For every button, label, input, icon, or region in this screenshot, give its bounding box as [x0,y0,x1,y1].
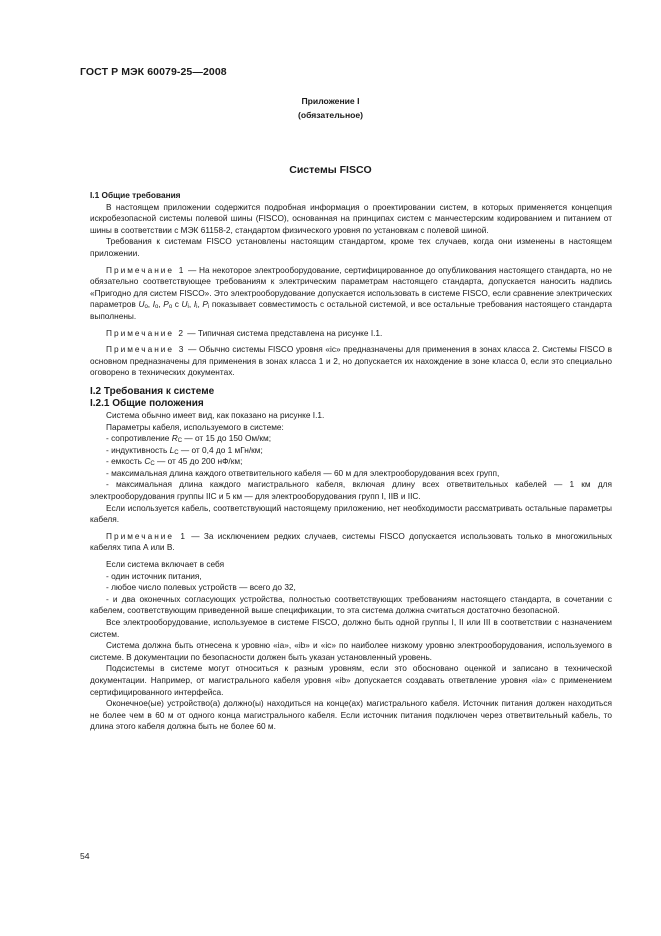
note-label: Примечание 3 [106,344,186,355]
note-text: показывает совместимость с остальной системой, и все остальные требования настоящего стандарта выполнены. [90,299,612,321]
list-item: - один источник питания, [106,570,202,581]
paragraph: Система должна быть отнесена к уровню «ia», «ib» и «ic» по наиболее низкому уровню электрооборудования, используемого в системе. В документации по безопасности должен быть указан установленный уровень. [90,640,612,662]
cable-param-spur-length: - максимальная длина каждого ответвительного кабеля — 60 м для электрооборудования всех групп, [106,467,500,478]
note-label: Примечание 1 [106,530,187,541]
cable-param-resistance: - сопротивление $R_C$ — от 15 до 150 Ом/км; [106,433,272,445]
note-2 [90,328,612,340]
section-heading-i2: I.2 Требования к системе [90,385,215,397]
body-text [90,190,612,733]
note-label: Примечание 1 [106,264,186,275]
annex-type: (обязательное) [297,110,364,120]
note-text: — Типичная система представлена на рисунке I.1. [184,327,383,338]
standard-header: ГОСТ Р МЭК 60079-25—2008 [80,66,227,78]
cable-param-inductance: - индуктивность $L_C$ — от 0,4 до 1 мГн/км; [106,444,263,456]
annex-label: Приложение I [301,96,360,106]
paragraph: Если используется кабель, соответствующий настоящему приложению, нет необходимости рассматривать остальные параметры кабеля. [90,502,612,525]
note-label: Примечание 2 [106,327,185,338]
section-heading-i21: I.2.1 Общие положения [90,397,204,409]
paragraph: Система обычно имеет вид, как показано на рисунке I.1. [106,409,325,420]
paragraph: В настоящем приложении содержится подробная информация о проектировании систем, в которых применяется концепция искробезопасной системы полевой шины (FISCO), основанная на принципах систем с манчестерским кодированием и питанием от шины в соответствии с МЭК 61158-2, стандартом физического уровня по установкам с полевой шиной. [90,201,612,235]
list-item: - и два оконечных согласующих устройства, полностью соответствующих требованиям настоящего стандарта, в сочетании с кабелем, соответствующим приведенной выше спецификации, то эта система должна считаться достаточно безопасной. [90,593,612,616]
cable-param-capacitance: - емкость $C_C$ — от 45 до 200 нФ/км; [106,456,243,468]
note-1 [90,265,612,323]
paragraph: Подсистемы в системе могут относиться к разным уровням, если это обосновано оценкой и записано в технической документации. Например, от магистрального кабеля уровня «ib» допускается создавать ответвление уровня «ia» с применением сертифицированного интерфейса. [90,663,612,697]
cable-param-trunk-length: - максимальная длина каждого магистрального кабеля, включая длину всех ответвительных кабелей — 1 км для электрооборудования группы IIC и 5 км — для электрооборудования групп I, IIB и IIC. [90,479,612,502]
note-text: — На некоторое электрооборудование, сертифицированное до опубликования настоящего стандарта, но не обязательно соответствующее требованиям к электрическим параметрам настоящего стандарта, допускается наносить надпись «Пригодно для систем FISCO». Это электрооборудование допускается использовать в системе FISCO, если сравнение электрических параметров [90,264,612,310]
paragraph: Параметры кабеля, используемого в системе: [106,421,284,432]
section-heading-i1: I.1 Общие требования [90,190,181,200]
note-3 [90,344,612,379]
annex-title: Системы FISCO [289,164,372,176]
page-number: 54 [80,851,90,861]
paragraph: Требования к системам FISCO установлены настоящим стандартом, кроме тех случаев, когда они изменены в настоящем приложении. [90,236,612,258]
note-1 [90,531,612,554]
list-item: - любое число полевых устройств — всего до 32, [106,582,296,593]
paragraph: Все электрооборудование, используемое в системе FISCO, должно быть одной группы I, II или III в соответствии с назначением систем. [90,617,612,639]
paragraph: Оконечное(ые) устройство(а) должно(ы) находиться на конце(ах) магистрального кабеля. Источник питания должен находиться не более чем в 60 м от одного конца магистрального кабеля. Если источник питания подключен через ответвительный кабель, то длина этого кабеля должна быть не более 60 м. [90,698,612,732]
note-text: — Обычно системы FISCO уровня «ic» предназначены для применения в зонах класса 2. Системы FISCO в основном предназначены для применения в зонах класса 1 и 2, но допускается их нахождение в зоне класса 0, если это специально оговорено в технических документах. [90,344,612,378]
electrical-parameters-formula: $U_o$, $I_o$, $P_o$ с $U_i$, $I_i$, $P_i$ [138,299,210,311]
paragraph: Если система включает в себя [106,559,225,570]
note-text: — За исключением редких случаев, системы FISCO допускается использовать только в многожильных кабелях типа A или B. [90,530,613,553]
